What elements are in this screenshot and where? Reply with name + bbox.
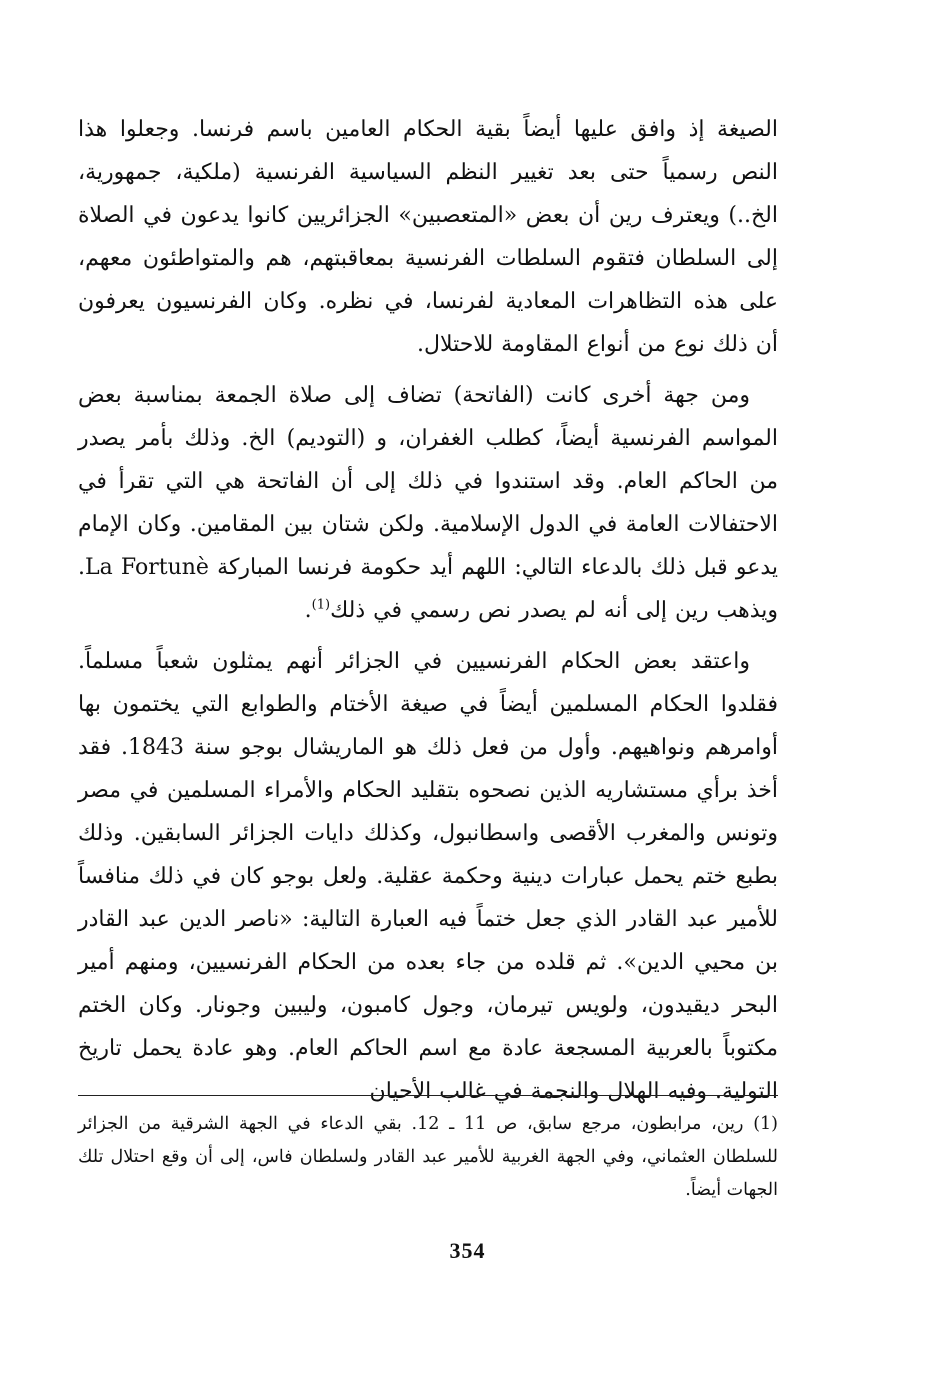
paragraph-2-text: ومن جهة أخرى كانت (الفاتحة) تضاف إلى صلاة الجمعة بمناسبة بعض المواسم الفرنسية أيضاً، كطلب الغفران، و (التوديم) الخ. وذلك بأمر يصدر من الحاكم العام. وقد استندوا في ذلك إلى أن الفاتحة هي التي تقرأ في الاحتفالات العامة في الدول الإسلامية. ولكن شتان بين المقامين. وكان الإمام يدعو قبل ذلك بالدعاء التالي: اللهم أيد حكومة فرنسا المباركة La Fortunè. ويذهب رين إلى أنه لم يصدر نص رسمي في ذلك	[78, 383, 779, 623]
body-text	[78, 108, 778, 1121]
paragraph-3: واعتقد بعض الحكام الفرنسيين في الجزائر أنهم يمثلون شعباً مسلماً. فقلدوا الحكام المسلمين أيضاً في صيغة الأختام والطوابع التي يختمون بها أوامرهم ونواهيهم. وأول من فعل ذلك هو الماريشال بوجو سنة 1843. فقد أخذ برأي مستشاريه الذين نصحوه بتقليد الحكام والأمراء المسلمين في مصر وتونس والمغرب الأقصى واسطانبول، وكذلك دايات الجزائر السابقين. وذلك بطبع ختم يحمل عبارات دينية وحكمة عقلية. ولعل بوجو كان في ذلك منافساً للأمير عبد القادر الذي جعل ختماً فيه العبارة التالية: «ناصر الدين عبد القادر بن محيي الدين». ثم قلده من جاء بعده من الحكام الفرنسيين، ومنهم أمير البحر ديقيدون، ولويس تيرمان، وجول كامبون، وليبين وجونار. وكان الختم مكتوباً بالعربية المسجعة عادة مع اسم الحاكم العام. وهو عادة يحمل تاريخ التولية. وفيه الهلال والنجمة في غالب الأحيان	[78, 649, 778, 1104]
paragraph-2	[78, 374, 778, 632]
page-number: 354	[449, 1238, 486, 1263]
paragraph-1: الصيغة إذ وافق عليها أيضاً بقية الحكام العامين باسم فرنسا. وجعلوا هذا النص رسمياً حتى بعد تغيير النظم السياسية الفرنسية (ملكية، جمهورية، الخ..) ويعترف رين أن بعض «المتعصبين» الجزائريين كانوا يدعون في الصلاة إلى السلطان فتقوم السلطات الفرنسية بمعاقبتهم، هم والمتواطئون معهم، على هذه التظاهرات المعادية لفرنسا، في نظره. وكان الفرنسيون يعرفون أن ذلك نوع من أنواع المقاومة للاحتلال.	[78, 117, 778, 357]
footnote-reference[interactable]: (1)	[311, 597, 331, 613]
footnote: (1) رين، مرابطون، مرجع سابق، ص 11 ـ 12. بقي الدعاء في الجهة الشرقية من الجزائر للسلطان العثماني، وفي الجهة الغربية للأمير عبد القادر ولسلطان فاس، إلى أن وقع احتلال تلك الجهات أيضاً.	[78, 1114, 778, 1200]
paragraph-2-end: .	[304, 598, 312, 623]
footnote-divider	[78, 1095, 778, 1096]
